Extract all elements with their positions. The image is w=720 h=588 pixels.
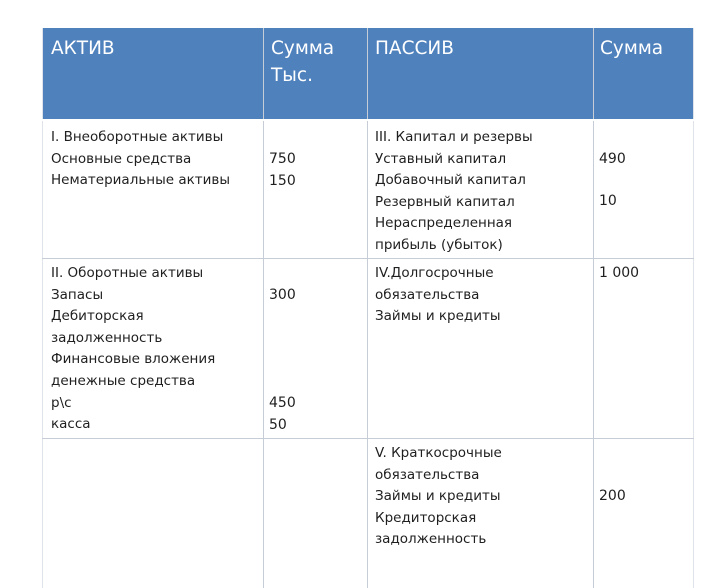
column-divider-1 [263,28,264,588]
asset-section-2: II. Оборотные активы Запасы Дебиторская задолженность Финансовые вложения денежные средства р\с касса [51,265,216,433]
header-liability-sum: Сумма [600,38,664,59]
header-asset-sum: Сумма Тыс. [271,38,335,86]
liability-section-4: IV.Долгосрочные обязательства Займы и кредиты [375,265,501,325]
liability-section-5: V. Краткосрочные обязательства Займы и кредиты Кредиторская задолженность [375,445,502,548]
liability-sum-5: 200 [599,488,626,504]
liability-sum-4: 1 000 [599,265,640,281]
asset-sum-2b: 450 50 [269,395,296,433]
column-divider-3 [593,28,594,588]
table-border-right [693,28,694,588]
asset-sum-1: 750 150 [269,151,296,189]
table-header [42,28,694,119]
header-divider [42,119,694,121]
asset-sum-2a: 300 [269,287,296,303]
column-divider-2 [367,28,368,588]
header-asset: АКТИВ [51,38,115,59]
liability-sum-3a: 490 [599,151,626,167]
liability-section-3: III. Капитал и резервы Уставный капитал Добавочный капитал Резервный капитал Нераспределенная прибыль (убыток) [375,129,533,253]
asset-section-1: I. Внеоборотные активы Основные средства Нематериальные активы [51,129,231,189]
header-liability: ПАССИВ [375,38,454,59]
balance-table [42,28,694,588]
table-border-left [42,28,43,588]
liability-sum-3b: 10 [599,193,617,209]
row-divider-1 [42,258,694,259]
row-divider-2 [42,438,694,439]
